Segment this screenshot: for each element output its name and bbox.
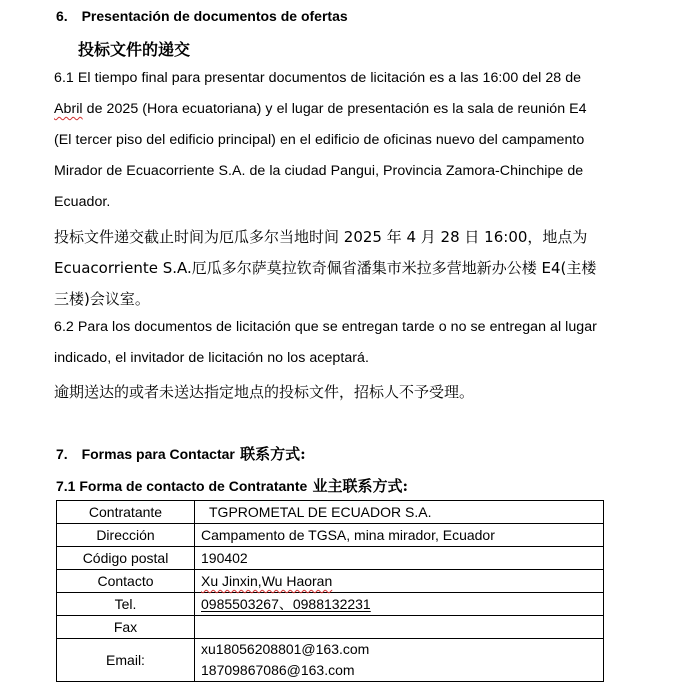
codigo-postal-label: Código postal [57, 547, 195, 570]
section-6-heading [56, 8, 348, 24]
table-row [57, 639, 604, 682]
table-row [57, 501, 604, 524]
contratante-value: TGPROMETAL DE ECUADOR S.A. [195, 501, 604, 524]
section-7-title-cn: 联系方式: [234, 445, 306, 463]
paragraph-6-1-line-2-rest: de 2025 (Hora ecuatoriana) y el lugar de presentación es la sala de reunión E4 [82, 101, 587, 117]
paragraph-6-1-cn-line-1: 投标文件递交截止时间为厄瓜多尔当地时间 2025 年 4 月 28 日 16:00，地点为 [54, 228, 588, 246]
email-value-2[interactable]: 18709867086@163.com [201, 662, 355, 678]
tel-value-cell [195, 593, 604, 616]
table-row [57, 616, 604, 639]
contacto-value-cell [195, 570, 604, 593]
contacto-value: Xu Jinxin,Wu Haoran [201, 573, 333, 589]
paragraph-6-1-line-4: Mirador de Ecuacorriente S.A. de la ciudad Pangui, Provincia Zamora-Chinchipe de [54, 163, 584, 179]
section-6-title-cn: 投标文件的递交 [78, 40, 191, 59]
paragraph-6-2-line-2: indicado, el invitador de licitación no los aceptará. [54, 350, 369, 366]
tel-label: Tel. [57, 593, 195, 616]
table-row [57, 547, 604, 570]
paragraph-6-1-line-5: Ecuador. [54, 194, 111, 210]
section-6-title: Presentación de documentos de ofertas [81, 8, 348, 24]
section-7-1-heading [56, 475, 408, 496]
section-7-1-title-cn: 业主联系方式: [307, 477, 409, 495]
paragraph-6-1-line-2 [54, 101, 587, 117]
table-row [57, 570, 604, 593]
email-value-cell [195, 639, 604, 682]
fax-value [195, 616, 604, 639]
section-7-number: 7. [56, 446, 68, 462]
codigo-postal-value: 190402 [195, 547, 604, 570]
fax-label: Fax [57, 616, 195, 639]
table-row [57, 593, 604, 616]
contacto-label: Contacto [57, 570, 195, 593]
email-label: Email: [57, 639, 195, 682]
tel-value: 0985503267、0988132231 [201, 596, 371, 612]
section-7-heading [56, 443, 306, 464]
paragraph-6-1-line-3: (El tercer piso del edificio principal) en el edificio de oficinas nuevo del campamento [54, 132, 585, 148]
email-value-1[interactable]: xu18056208801@163.com [201, 641, 370, 657]
paragraph-6-1-line-1: 6.1 El tiempo final para presentar documentos de licitación es a las 16:00 del 28 de [54, 70, 582, 86]
paragraph-6-1-cn-line-2: Ecuacorriente S.A.厄瓜多尔萨莫拉钦奇佩省潘集市米拉多营地新办公楼 E4(主楼 [54, 259, 597, 277]
direccion-value: Campamento de TGSA, mina mirador, Ecuador [195, 524, 604, 547]
contratante-label: Contratante [57, 501, 195, 524]
table-row [57, 524, 604, 547]
contact-table [56, 500, 604, 682]
section-7-1-title: 7.1 Forma de contacto de Contratante [56, 478, 308, 494]
section-6-number: 6. [56, 8, 68, 24]
word-abril: Abril [54, 101, 83, 117]
direccion-label: Dirección [57, 524, 195, 547]
paragraph-6-1-cn-line-3: 三楼)会议室。 [54, 290, 150, 308]
paragraph-6-2-line-1: 6.2 Para los documentos de licitación que se entregan tarde o no se entregan al lugar [54, 319, 597, 335]
section-7-title: Formas para Contactar [81, 446, 235, 462]
paragraph-6-2-cn: 逾期送达的或者未送达指定地点的投标文件，招标人不予受理。 [54, 383, 475, 401]
